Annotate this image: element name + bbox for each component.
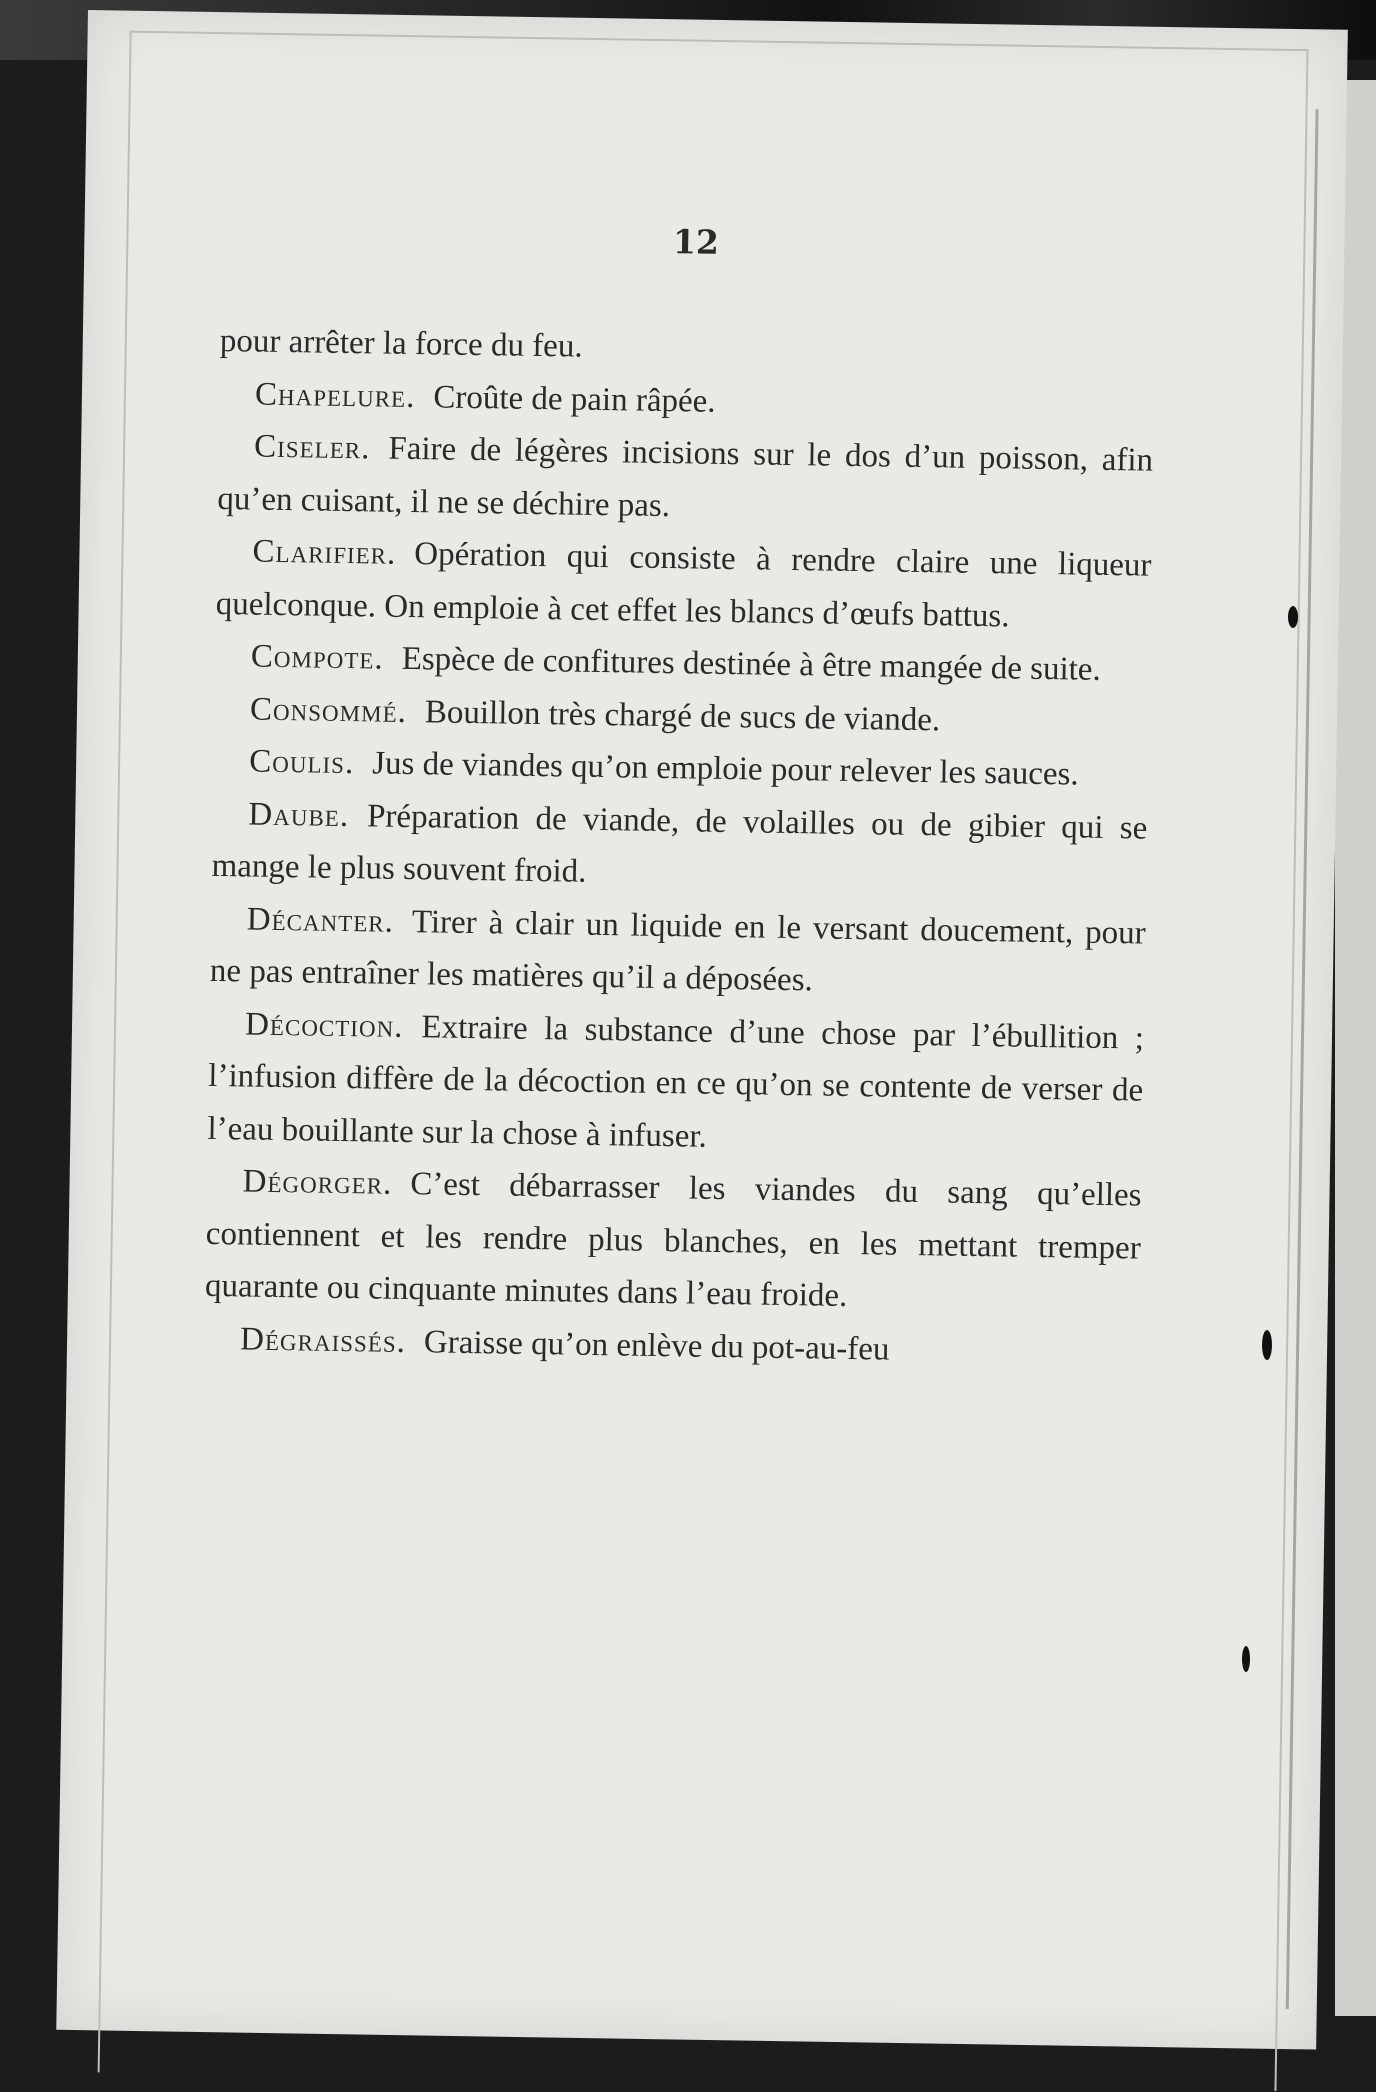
opening-line: pour arrêter la force du feu. — [219, 322, 583, 365]
glossary-entry — [217, 420, 1154, 540]
entry-term: Chapelure. — [254, 376, 416, 415]
entry-term: Dégorger. — [242, 1163, 393, 1202]
entry-definition: Faire de légères incisions sur le dos d’un poisson, afin qu’en cuisant, il ne se déchire pas. — [217, 430, 1154, 524]
entry-term: Consommé. — [249, 691, 408, 730]
ink-spot — [1288, 606, 1298, 628]
ink-spot — [1262, 1330, 1272, 1360]
ink-spot — [1242, 1646, 1250, 1672]
entry-definition: Extraire la substance d’une chose par l’ébullition ; l’infusion diffère de la décoction en ce qu’on se contente de verser de l’eau bouillante sur la chose à infuser. — [207, 1008, 1145, 1155]
page-text — [204, 205, 1157, 1380]
entry-term: Décoction. — [244, 1005, 404, 1045]
glossary-entry — [205, 1155, 1142, 1327]
entry-term: Dégraissés. — [239, 1320, 407, 1360]
entry-definition: C’est débarrasser les viandes du sang qu’elles contiennent et les rendre plus blanches, en les mettant tremper quarante ou cinquante minutes dans l’eau froide. — [204, 1166, 1142, 1314]
entry-term: Ciseler. — [253, 428, 371, 467]
entry-definition: Bouillon très chargé de sucs de viande. — [424, 693, 941, 738]
entry-definition: Opération qui consiste à rendre claire une liqueur quelconque. On emploie à cet effet les blancs d’œufs battus. — [215, 536, 1152, 634]
entry-term: Clarifier. — [252, 533, 397, 572]
glossary-entry — [207, 997, 1144, 1169]
glossary-entry — [210, 892, 1147, 1012]
entry-definition: Tirer à clair un liquide en le versant doucement, pour ne pas entraîner les matières qu’il a déposées. — [209, 903, 1146, 999]
entry-definition: Espèce de confitures destinée à être mangée de suite. — [401, 640, 1102, 688]
entry-definition: Préparation de viande, de volailles ou de gibier qui se mange le plus souvent froid. — [211, 797, 1148, 890]
entry-definition: Croûte de pain râpée. — [433, 378, 716, 420]
entry-term: Daube. — [248, 795, 350, 834]
glossary-entry — [215, 525, 1152, 645]
glossary-entry — [211, 787, 1148, 907]
entry-term: Compote. — [250, 638, 385, 677]
entry-term: Coulis. — [248, 743, 355, 782]
entry-definition: Graisse qu’on enlève du pot-au-feu — [423, 1323, 890, 1368]
entry-term: Décanter. — [246, 900, 395, 940]
page-number: 12 — [672, 222, 720, 262]
entry-definition: Jus de viandes qu’on emploie pour relever les sauces. — [371, 745, 1079, 793]
